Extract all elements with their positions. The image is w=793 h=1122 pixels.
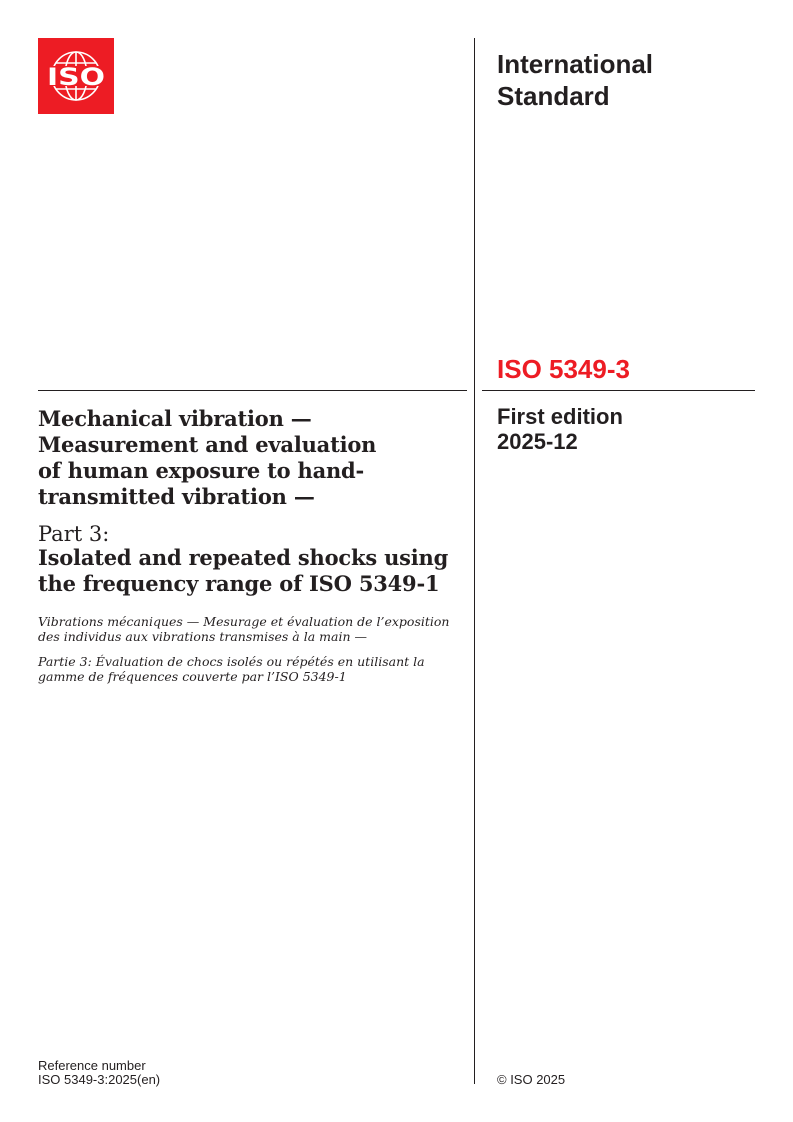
svg-text:ISO: ISO — [47, 63, 105, 91]
french-title: Vibrations mécaniques — Mesurage et évaluation de l’exposition des individus aux vibrations transmises à la main — — [38, 614, 450, 644]
edition: First edition 2025-12 — [497, 404, 623, 454]
main-title: Mechanical vibration — Measurement and evaluation of human exposure to hand- transmitted vibration — — [38, 406, 377, 509]
copyright: © ISO 2025 — [497, 1072, 566, 1087]
french-part-title: Partie 3: Évaluation de chocs isolés ou répétés en utilisant la gamme de fréquences couverte par l’ISO 5349-1 — [38, 654, 425, 684]
left-divider — [38, 390, 467, 391]
part-label: Part 3: — [38, 522, 110, 546]
part-title: Isolated and repeated shocks using the frequency range of ISO 5349-1 — [38, 545, 449, 596]
iso-logo — [38, 38, 114, 114]
standard-number: ISO 5349-3 — [497, 354, 630, 384]
document-type: International Standard — [497, 49, 654, 111]
right-divider — [482, 390, 755, 391]
reference-number: Reference number ISO 5349-3:2025(en) — [38, 1058, 161, 1087]
vertical-divider — [474, 38, 475, 1084]
